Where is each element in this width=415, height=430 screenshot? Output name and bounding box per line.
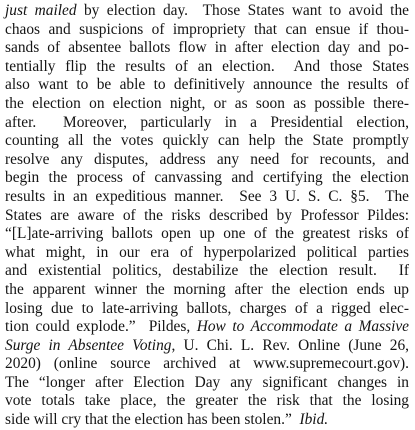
- text-line-7: after. Moreover, particularly in a Presidential election,: [5, 113, 409, 131]
- text-line-23: [5, 411, 409, 430]
- text-line-13: “[L]ate-arriving ballots open up one of the greatest risks of: [5, 225, 409, 243]
- text-line-8: counting all the votes quickly can help the State promptly: [5, 132, 409, 150]
- text-line-18-a: tion could explode.” Pildes,: [5, 318, 197, 336]
- text-line-23-a: side will cry that the election has been stolen.”: [5, 411, 300, 429]
- text-line-17: losing due to late-arriving ballots, charges of a rigged elec-: [5, 299, 409, 317]
- text-line-6: the election on election night, or as soon as possible there-: [5, 94, 409, 112]
- text-line-23-ibid: Ibid.: [299, 411, 329, 429]
- text-line-10: begin the process of canvassing and certifying the election: [5, 169, 409, 187]
- text-line-21: The “longer after Election Day any significant changes in: [5, 373, 409, 391]
- text-line-12: States are aware of the risks described by Professor Pildes:: [5, 206, 409, 224]
- text-line-4: tentially flip the results of an election. And those States: [5, 57, 409, 75]
- text-line-18: [5, 318, 409, 337]
- text-line-15: and existential politics, destabilize the election result. If: [5, 262, 409, 280]
- text-line-20: 2020) (online source archived at www.supremecourt.gov).: [5, 355, 409, 373]
- text-line-5: also want to be able to definitively announce the results of: [5, 76, 409, 94]
- text-line-18-title: How to Accommodate a Massive: [196, 318, 410, 336]
- text-line-19-title: Surge in Absentee Voting: [5, 336, 172, 354]
- text-line-1: [5, 2, 409, 21]
- text-line-19: [5, 337, 409, 356]
- text-line-9: resolve any disputes, address any need for recounts, and: [5, 150, 409, 168]
- text-line-3: sands of absentee ballots flow in after election day and po-: [5, 39, 409, 57]
- text-line-11: results in an expeditious manner. See 3 U. S. C. §5. The: [5, 187, 409, 205]
- text-line-2: chaos and suspicions of impropriety that can ensue if thou-: [5, 20, 409, 38]
- text-line-19-b: , U. Chi. L. Rev. Online (June 26,: [171, 336, 409, 354]
- text-line-1-rest: by election day. Those States want to avoid the: [76, 2, 409, 19]
- text-line-22: vote totals take place, the greater the risk that the losing: [5, 392, 409, 410]
- text-line-16: the apparent winner the morning after the election ends up: [5, 280, 409, 298]
- text-line-1-start: just mailed: [5, 2, 77, 19]
- text-line-14: what might, in our era of hyperpolarized political parties: [5, 243, 409, 261]
